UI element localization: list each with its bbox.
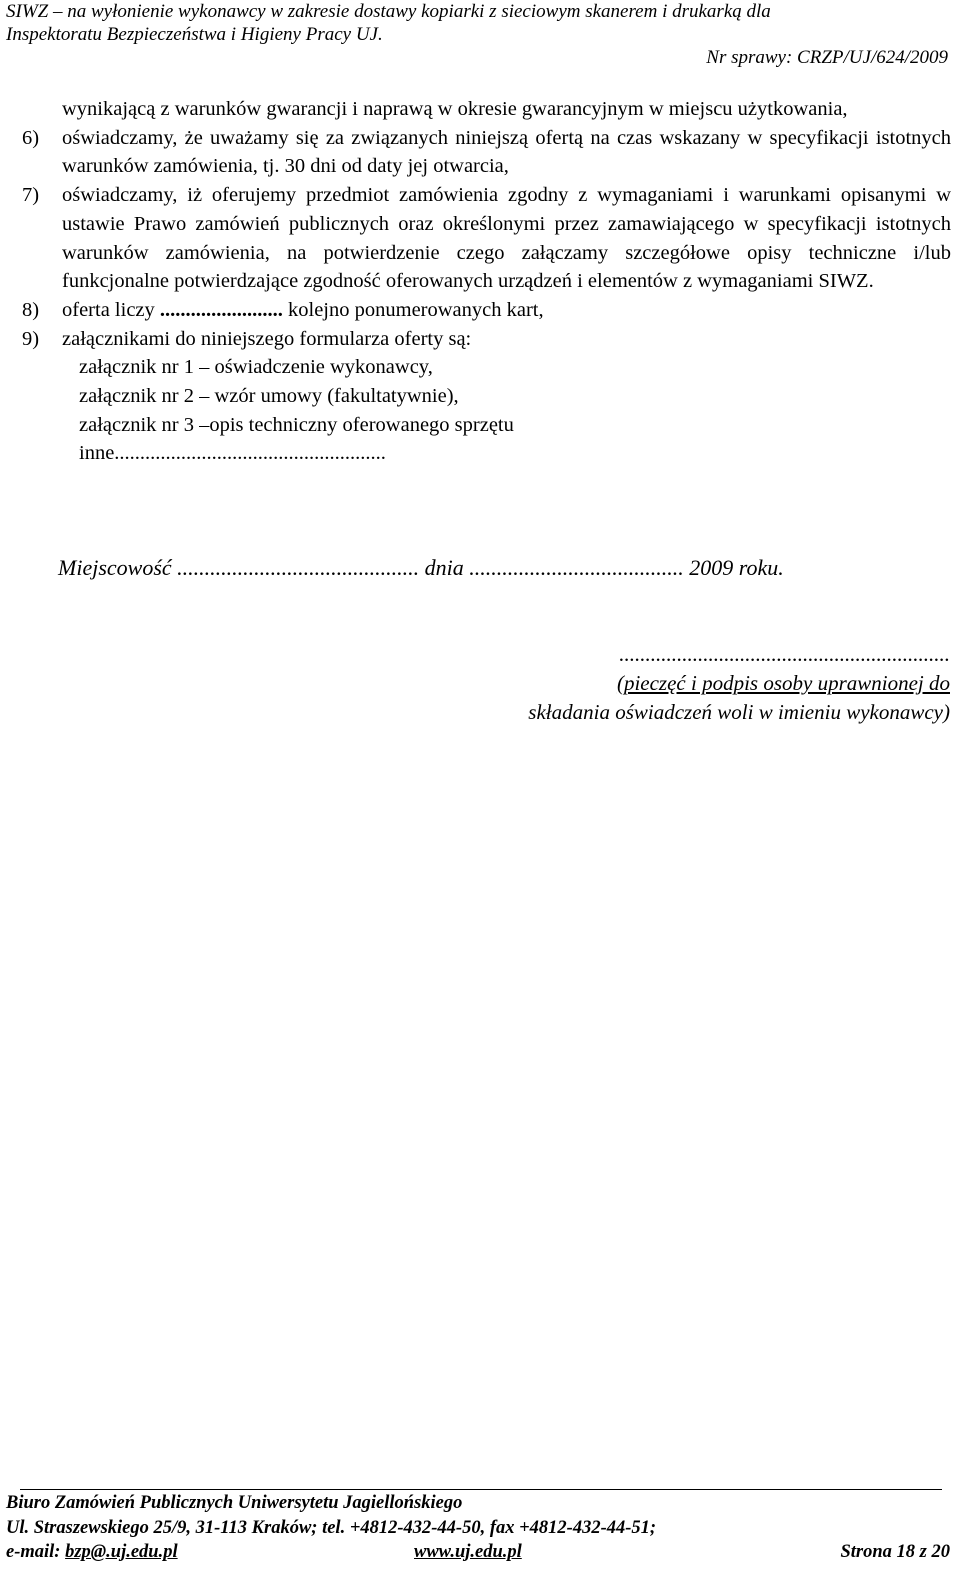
footer-email-line [6, 1540, 178, 1565]
list-item-text: załącznikami do niniejszego formularza oferty są: [62, 327, 472, 350]
attachment-item: załącznik nr 3 –opis techniczny oferowanego sprzętu [79, 413, 514, 436]
list-item-7 [22, 181, 951, 296]
place-date-line: Miejscowość ............................................ dnia ....................................... 2009 roku. [58, 555, 784, 580]
footer-email-label: e-mail: [6, 1542, 61, 1562]
signature-dots: ............................................................... [619, 642, 950, 666]
signature-caption-line2: składania oświadczeń woli w imieniu wykonawcy) [528, 700, 950, 724]
footer-address: Ul. Straszewskiego 25/9, 31-113 Kraków; tel. +4812-432-44-50, fax +4812-432-44-51; [6, 1518, 657, 1538]
list-item-text-after: kolejno ponumerowanych kart, [288, 298, 544, 321]
footer-email-link[interactable]: bzp@.uj.edu.pl [65, 1542, 178, 1562]
page-count-blank: ........................ [159, 298, 283, 321]
list-item-text: oświadczamy, iż oferujemy przedmiot zamówienia zgodny z wymaganiami i warunkami opisanymi w ustawie Prawo zamówień publicznych oraz określonymi przez zamawiającego w specyfikacji istotnych warunków zamówienia, na potwierdzenie czego załączamy szczegółowe opisy techniczne i/lub funkcjonalne potwierdzające zgodność oferowanych urządzeń i elementów z wymaganiami SIWZ. [62, 184, 951, 293]
page-number: Strona 18 z 20 [840, 1542, 950, 1562]
list-number: 8) [22, 298, 40, 321]
header-title-line2: Inspektoratu Bezpieczeństwa i Higieny Pracy UJ. [6, 24, 383, 45]
signature-caption-line1: (pieczęć i podpis osoby uprawnionej do [616, 671, 950, 695]
page-header [0, 0, 960, 70]
list-number: 9) [22, 327, 40, 350]
signature-block [390, 640, 950, 727]
footer-office: Biuro Zamówień Publicznych Uniwersytetu Jagiellońskiego [6, 1493, 463, 1513]
list-item-text: oświadczamy, że uważamy się za związanych niniejszą ofertą na czas wskazany w specyfikacji istotnych warunków zamówienia, tj. 30 dni od daty jej otwarcia, [62, 126, 951, 178]
list-item-8 [22, 296, 951, 325]
continuation-paragraph [22, 95, 951, 124]
header-title-line1: SIWZ – na wyłonienie wykonawcy w zakresie dostawy kopiarki z sieciowym skanerem i drukarką dla [6, 1, 771, 22]
attachment-item: załącznik nr 1 – oświadczenie wykonawcy, [79, 356, 433, 379]
continuation-text: wynikającą z warunków gwarancji i naprawą w okresie gwarancyjnym w miejscu użytkowania, [62, 98, 848, 120]
list-number: 7) [22, 184, 40, 207]
footer-website-link[interactable]: www.uj.edu.pl [414, 1542, 522, 1562]
list-item-text-before: oferta liczy [62, 298, 155, 321]
case-number: Nr sprawy: CRZP/UJ/624/2009 [706, 47, 948, 68]
document-body [22, 95, 951, 468]
list-item-9 [22, 325, 951, 354]
footer-divider [20, 1489, 942, 1490]
list-number: 6) [22, 126, 40, 149]
attachment-item: inne..................................................... [79, 442, 386, 465]
list-item-6 [22, 124, 951, 181]
attachment-item: załącznik nr 2 – wzór umowy (fakultatywnie), [79, 385, 459, 408]
